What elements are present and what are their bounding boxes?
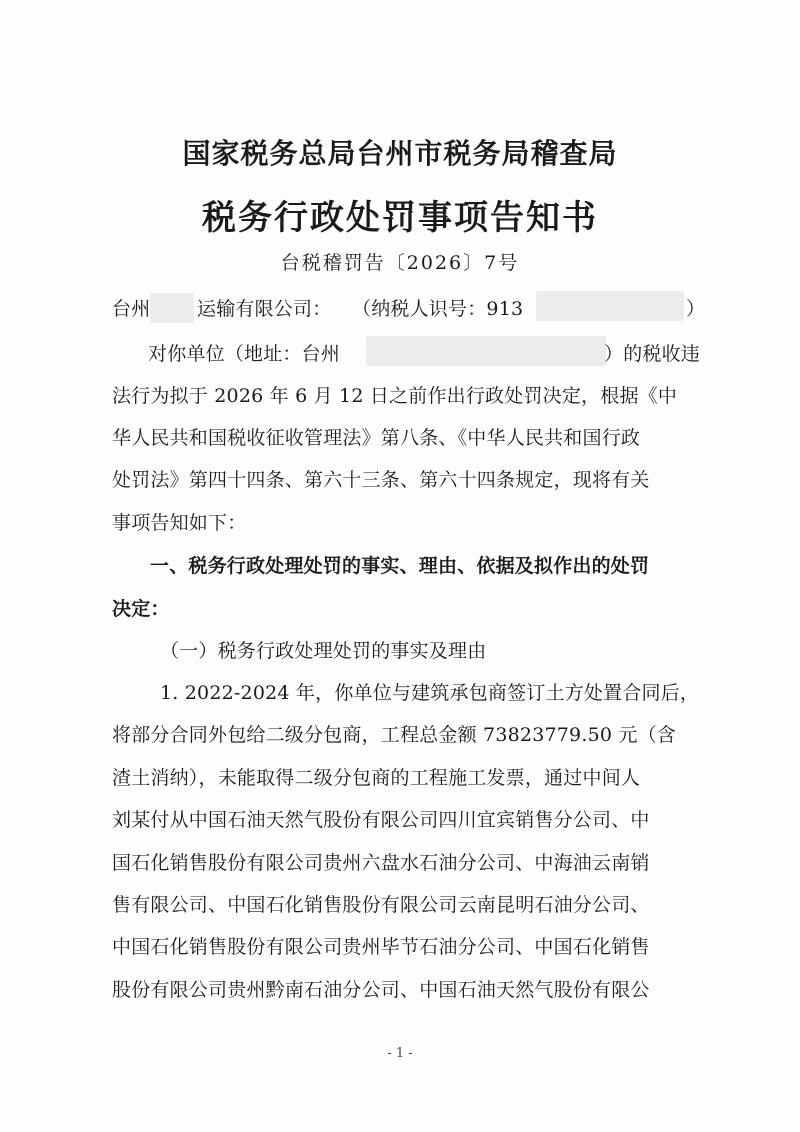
document-number: 台税稽罚告〔2026〕7号 [280,252,520,274]
body-line5: 国石化销售股份有限公司贵州六盘水石油分公司、中海油云南销 [112,852,650,874]
body-line8: 股份有限公司贵州黔南石油分公司、中国石油天然气股份有限公 [112,979,650,1001]
addressee-suffix: 运输有限公司： [197,298,332,320]
body-line7: 中国石化销售股份有限公司贵州毕节石油分公司、中国石化销售 [112,936,650,958]
body-line3: 渣土消纳），未能取得二级分包商的工程施工发票，通过中间人 [112,767,641,789]
redacted-address [366,336,606,366]
issuing-organization: 国家税务总局台州市税务局稽查局 [182,137,618,170]
page-number: - 1 - [387,1046,413,1061]
para1-line1-end: ）的税收违 [604,343,701,365]
body-line2: 将部分合同外包给二级分包商，工程总金额 73823779.50 元（含 [112,724,677,746]
body-line4: 刘某付从中国石油天然气股份有限公司四川宜宾销售分公司、中 [112,809,650,831]
section-heading-line1: 一、税务行政处理处罚的事实、理由、依据及拟作出的处罚 [150,555,650,577]
document-title: 税务行政处罚事项告知书 [202,198,598,238]
para1-line3: 华人民共和国税收征收管理法》第八条、《中华人民共和国行政 [112,427,641,449]
section-heading-line2: 决定： [112,598,170,620]
body-line1: 1. 2022-2024 年，你单位与建筑承包商签订土方处置合同后， [160,682,700,704]
para1-line1-start: 对你单位（地址：台州 [148,343,341,365]
body-line6: 售有限公司、中国石化销售股份有限公司云南昆明石油分公司、 [112,894,650,916]
para1-line2: 法行为拟于 2026 年 6 月 12 日之前作出行政处罚决定，根据《中 [112,385,678,407]
taxpayer-id-close: ） [686,298,706,320]
addressee-prefix: 台州 [112,298,151,320]
redacted-taxpayer-id [536,291,684,321]
subsection-heading: （一）税务行政处理处罚的事实及理由 [160,640,487,662]
redacted-company-name [150,293,194,323]
para1-line5: 事项告知如下： [112,512,247,534]
para1-line4: 处罚法》第四十四条、第六十三条、第六十四条规定，现将有关 [112,469,650,491]
taxpayer-id-label: （纳税人识号：913 [352,298,524,320]
